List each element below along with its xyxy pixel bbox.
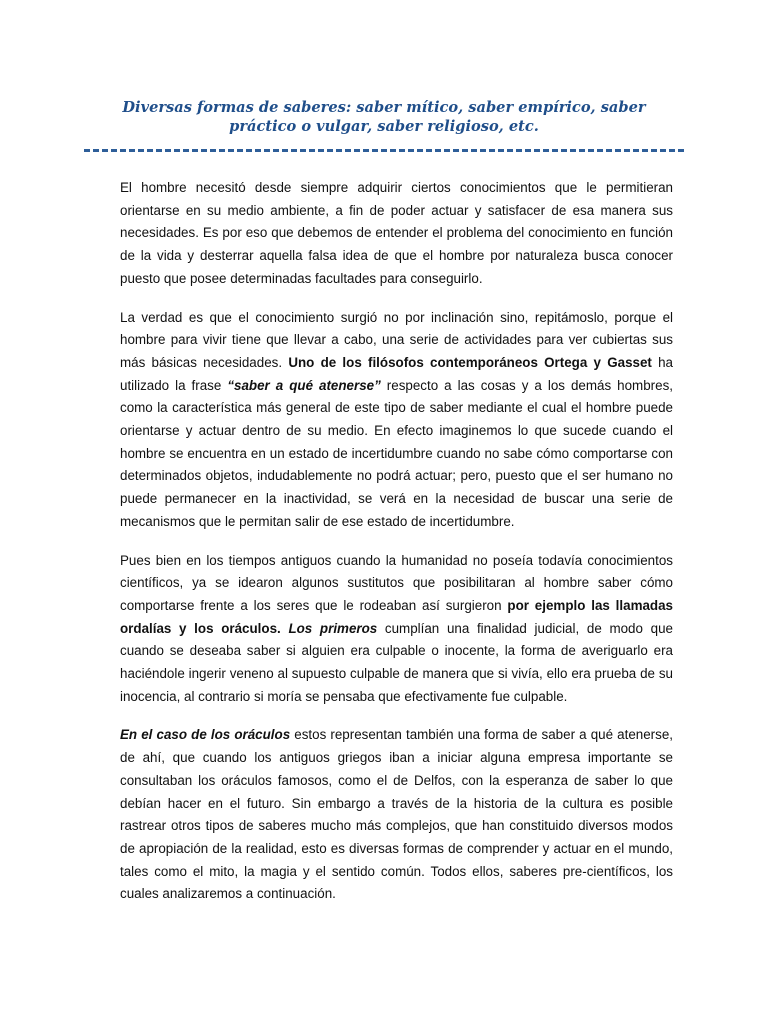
paragraph-3-text-1: Pues bien en los tiempos antiguos cuando la humanidad no poseía todavía conocimientos científicos, ya se idearon algunos sustitutos que posibilitaran al hombre saber cómo comportarse frente a los seres que le rodeaban así surgieron <box>120 552 673 613</box>
paragraph-2-quote: “saber a qué atenerse” <box>227 377 381 393</box>
paragraph-2-text-2: ha utilizado la frase <box>120 354 673 393</box>
title-divider <box>84 149 684 152</box>
document-body <box>120 177 673 922</box>
paragraph-2-text-1: La verdad es que el conocimiento surgió no por inclinación sino, repitámoslo, porque el hombre para vivir tiene que llevar a cabo, una serie de actividades para ver cubiertas sus más básicas necesidades. <box>120 309 673 370</box>
paragraph-4-oraculos-lead: En el caso de los oráculos <box>120 727 291 743</box>
paragraph-3-los-primeros: Los primeros <box>288 620 378 636</box>
paragraph-2-text-3: respecto a las cosas y a los demás hombres, como la característica más general de este tipo de saber mediante el cual el hombre puede orientarse y actuar dentro de su medio. En efecto imaginemos lo que sucede cuando el hombre se encuentra en un estado de incertidumbre cuando no sabe cómo comportarse con determinados objetos, indudablemente no podrá actuar; pero, puesto que el ser humano no puede permanecer en la inactividad, se verá en la necesidad de buscar una serie de mecanismos que le permitan salir de ese estado de incertidumbre. <box>120 377 673 529</box>
document-title: Diversas formas de saberes: saber mítico, saber empírico, saber práctico o vulgar, saber religioso, etc. <box>122 99 646 135</box>
paragraph-2-bold-ortega: Uno de los filósofos contemporáneos Ortega y Gasset <box>288 354 652 370</box>
paragraph-4-text: estos representan también una forma de saber a qué atenerse, de ahí, que cuando los antiguos griegos iban a iniciar alguna empresa importante se consultaban los oráculos famosos, como el de Delfos, con la esperanza de saber lo que debían hacer en el futuro. Sin embargo a través de la historia de la cultura es posible rastrear otros tipos de saberes mucho más complejos, que han constituido diversos modos de apropiación de la realidad, esto es diversas formas de comprender y actuar en el mundo, tales como el mito, la magia y el sentido común. Todos ellos, saberes pre-científicos, los cuales analizaremos a continuación. <box>120 727 673 902</box>
paragraph-2 <box>120 307 673 534</box>
paragraph-3-bold-ordalias: por ejemplo las llamadas ordalías y los oráculos. <box>120 597 674 636</box>
paragraph-4 <box>120 724 673 906</box>
paragraph-3-text-2: cumplían una finalidad judicial, de modo que cuando se deseaba saber si alguien era culpable o inocente, la forma de averiguarlo era haciéndole ingerir veneno al supuesto culpable de manera que si vivía, ello era prueba de su inocencia, al contrario si moría se pensaba que efectivamente fue culpable. <box>120 620 673 704</box>
paragraph-3 <box>120 550 673 709</box>
paragraph-1: El hombre necesitó desde siempre adquirir ciertos conocimientos que le permitieran orientarse en su medio ambiente, a fin de poder actuar y satisfacer de esa manera sus necesidades. Es por eso que debemos de entender el problema del conocimiento en función de la vida y desterrar aquella falsa idea de que el hombre por naturaleza busca conocer puesto que posee determinadas facultades para conseguirlo. <box>120 180 673 286</box>
